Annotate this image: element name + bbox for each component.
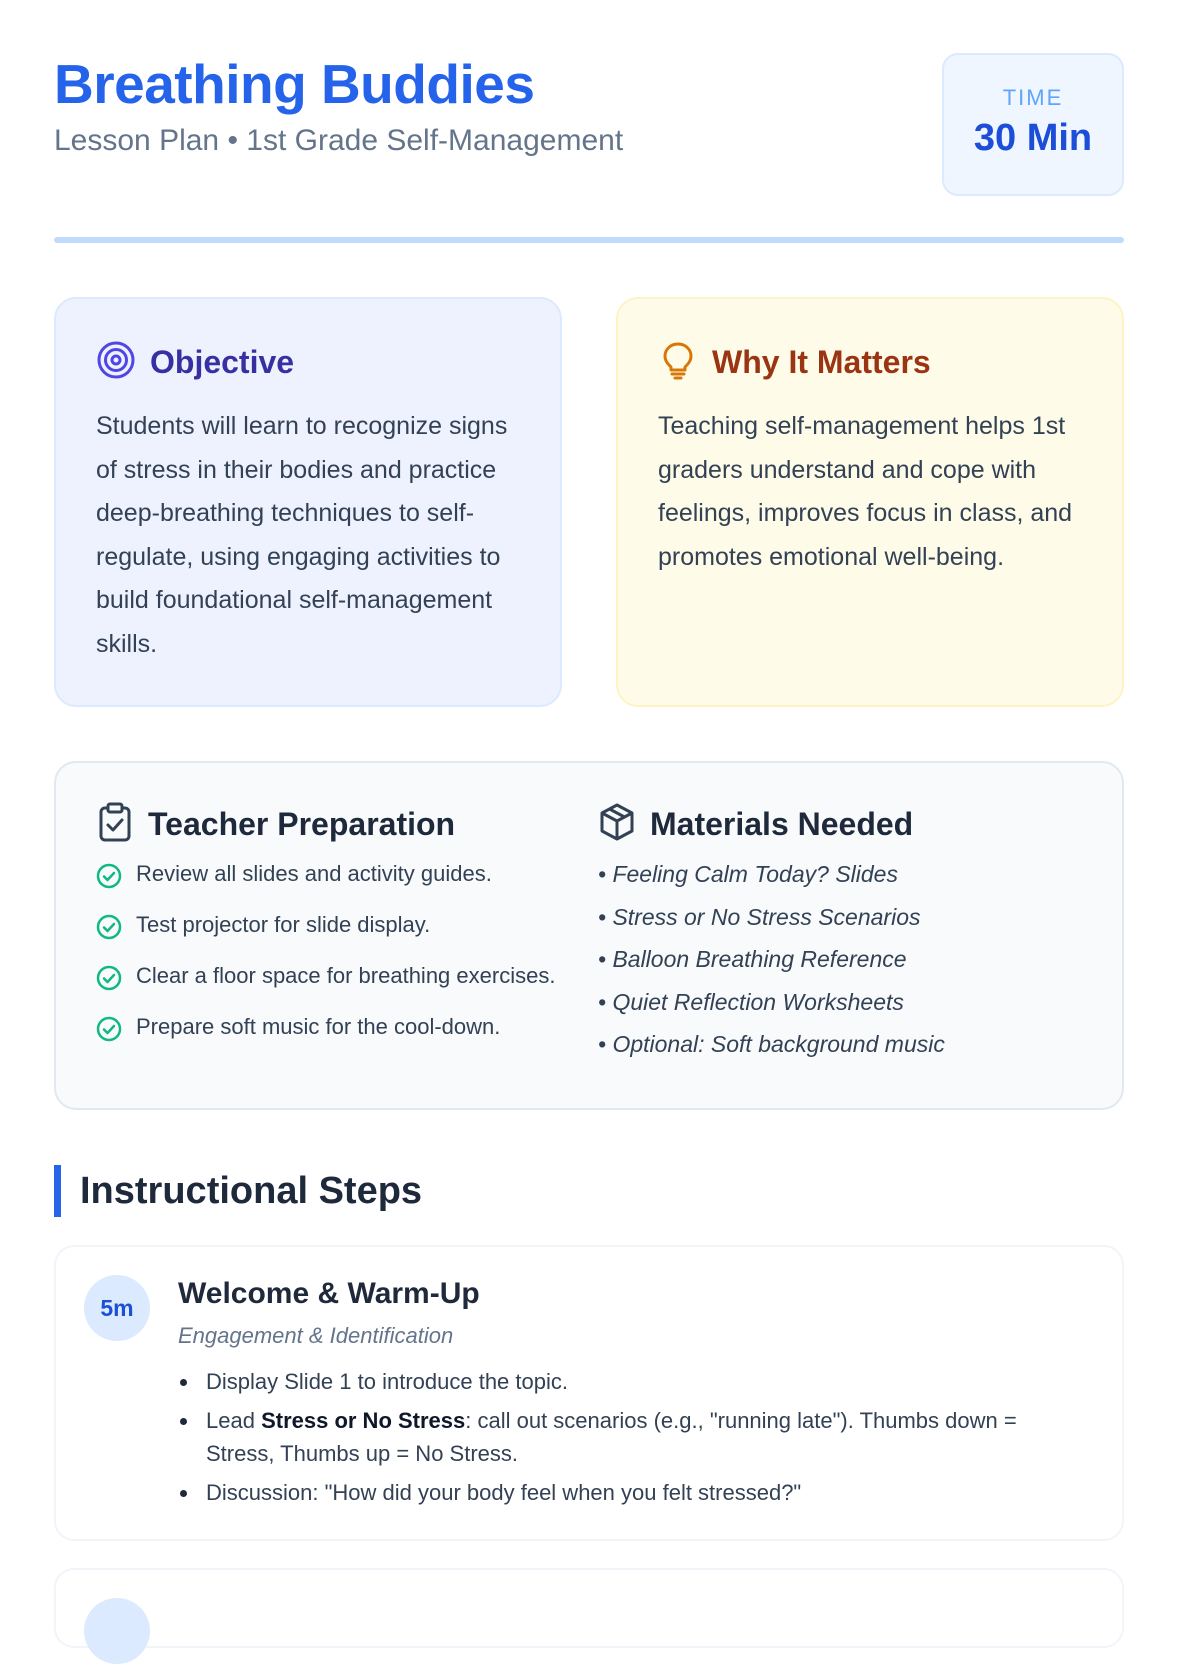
page-title: Breathing Buddies bbox=[54, 53, 535, 115]
header bbox=[54, 0, 1124, 243]
step-subtitle: Engagement & Identification bbox=[178, 1323, 454, 1348]
lightbulb-icon bbox=[658, 340, 698, 385]
list-item: • Balloon Breathing Reference bbox=[598, 946, 907, 972]
step-duration-badge bbox=[84, 1598, 150, 1664]
teacher-preparation bbox=[96, 803, 580, 1108]
objective-header bbox=[96, 341, 520, 383]
prep-item-text: Test projector for slide display. bbox=[136, 912, 431, 937]
check-circle-icon bbox=[96, 914, 122, 948]
box-icon bbox=[598, 802, 636, 847]
preparation-panel bbox=[54, 761, 1124, 1110]
list-item bbox=[96, 910, 580, 948]
objective-title: Objective bbox=[150, 343, 295, 380]
target-icon bbox=[96, 340, 136, 385]
summary-cards bbox=[54, 297, 1124, 707]
materials-needed bbox=[580, 803, 1082, 1108]
list-item: • Stress or No Stress Scenarios bbox=[598, 903, 921, 930]
time-value: 30 Min bbox=[973, 117, 1093, 159]
why-it-matters-card bbox=[616, 297, 1124, 707]
activity-name: Stress or No Stress bbox=[261, 1408, 466, 1433]
list-item bbox=[96, 859, 580, 897]
step-card bbox=[54, 1245, 1124, 1541]
materials-header bbox=[598, 803, 1082, 845]
check-circle-icon bbox=[96, 863, 122, 897]
steps-heading: Instructional Steps bbox=[80, 1170, 423, 1212]
clipboard-check-icon bbox=[96, 802, 134, 847]
list-item: • Optional: Soft background music bbox=[598, 1031, 945, 1057]
header-divider bbox=[54, 237, 1124, 243]
why-title: Why It Matters bbox=[712, 343, 931, 380]
list-item bbox=[206, 1404, 1062, 1470]
time-badge bbox=[942, 53, 1124, 196]
materials-list bbox=[598, 859, 1082, 1059]
step-bullets bbox=[206, 1365, 1062, 1515]
why-header bbox=[658, 341, 1082, 383]
prep-title: Teacher Preparation bbox=[148, 805, 456, 842]
check-circle-icon bbox=[96, 965, 122, 999]
list-item bbox=[96, 961, 580, 999]
time-label: TIME bbox=[1002, 85, 1064, 110]
list-item bbox=[96, 1012, 580, 1050]
prep-list bbox=[96, 859, 580, 1050]
step-duration-badge: 5m bbox=[84, 1275, 150, 1341]
prep-item-text: Review all slides and activity guides. bbox=[136, 861, 492, 886]
list-item: Discussion: "How did your body feel when you felt stressed?" bbox=[206, 1476, 1062, 1509]
bullet-text: : call out scenarios (e.g., "running late"). Thumbs down = Stress, Thumbs up = No Stress. bbox=[206, 1408, 1017, 1466]
why-text: Teaching self-management helps 1st graders understand and cope with feelings, improves focus in class, and promotes emotional well-being. bbox=[658, 412, 1073, 571]
prep-item-text: Clear a floor space for breathing exercises. bbox=[136, 963, 556, 988]
check-circle-icon bbox=[96, 1016, 122, 1050]
list-item: Display Slide 1 to introduce the topic. bbox=[206, 1365, 1062, 1398]
step-card-next bbox=[54, 1568, 1124, 1648]
bullet-text: Lead bbox=[206, 1408, 262, 1433]
objective-text: Students will learn to recognize signs of stress in their bodies and practice deep-breathing techniques to self-regulate, using engaging activities to build foundational self-management skills. bbox=[96, 412, 508, 658]
list-item: • Feeling Calm Today? Slides bbox=[598, 861, 898, 887]
page-subtitle: Lesson Plan • 1st Grade Self-Management bbox=[54, 124, 624, 157]
prep-item-text: Prepare soft music for the cool-down. bbox=[136, 1014, 501, 1039]
list-item: • Quiet Reflection Worksheets bbox=[598, 988, 904, 1015]
step-title: Welcome & Warm-Up bbox=[178, 1277, 480, 1310]
objective-card bbox=[54, 297, 562, 707]
materials-title: Materials Needed bbox=[650, 805, 914, 842]
prep-header bbox=[96, 803, 580, 845]
